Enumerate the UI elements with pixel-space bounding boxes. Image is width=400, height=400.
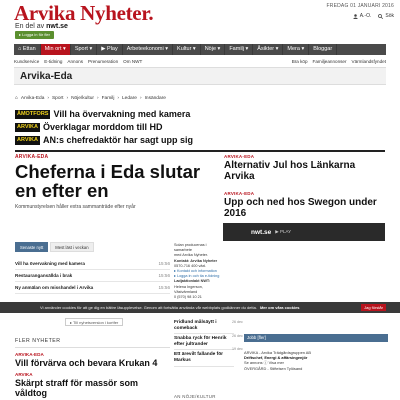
mobile-version-button[interactable]: ▸ Till nyhetsversion i kortfer	[65, 318, 123, 326]
ticker-item[interactable]	[15, 121, 193, 133]
breadcrumb-item[interactable]: Insändare	[144, 96, 166, 101]
article-kicker: ARVIKA-EDA	[15, 154, 49, 160]
list-item[interactable]: Vill ha övervakning med kamera 15:56	[15, 258, 170, 270]
play-icon: ▶	[101, 46, 106, 52]
side-article[interactable]	[224, 154, 386, 182]
news-ticker	[15, 108, 193, 147]
cookie-banner	[0, 302, 400, 313]
contact-link[interactable]: ▸ Kontakt och information	[174, 269, 217, 274]
article-kicker: ARVIKA-EDA	[224, 191, 255, 196]
article-headline[interactable]: Skärpt straff för massör som våldtog	[15, 378, 139, 398]
cookie-text: Vi använder cookies för att ge dig en bättre läsupplevelse. Genom att fortsätta använda vår webbplats godkänner du detta.	[40, 305, 257, 310]
section-divider	[15, 150, 385, 152]
nwt-play-banner[interactable]	[223, 223, 385, 241]
section-title: Arvika-Eda	[20, 71, 73, 82]
job-title[interactable]: Driftschef, Energi & affärsingenjör	[244, 355, 308, 361]
list-item[interactable]: Snabba ryck för Henrik efter jultrander	[174, 334, 234, 350]
ticker-text: Vill ha övervakning med kamera	[53, 109, 191, 119]
jobs-header[interactable]: Jobb [fler]	[244, 334, 388, 342]
nav-item-mera[interactable]: Mera ▾	[283, 44, 309, 55]
play-label: ▶ PLAY	[275, 229, 292, 234]
subnav-item-prenumeration[interactable]: Prenumeration	[88, 59, 119, 64]
user-menu[interactable]: A.-O.	[353, 13, 372, 19]
noje-kultur-title: AN NÖJE/KULTUR	[174, 394, 216, 399]
login-button[interactable]: ▸ Logga in för fler	[15, 31, 54, 39]
nav-item-asikter[interactable]: Åsikter ▾	[253, 44, 283, 55]
cookie-accept-button[interactable]: Jag förstår	[361, 304, 386, 311]
nav-item-sport[interactable]: Sport ▾	[71, 44, 97, 55]
ticker-text: AN:s chefredaktör har sagt upp sig	[43, 135, 194, 145]
home-icon: ⌂	[18, 46, 22, 52]
login-etidning-link[interactable]: ▸ Logga in och tia e-tidning	[174, 274, 220, 279]
list-item[interactable]: Ny anmälan om misshandel i Arvika 15:56	[15, 282, 170, 294]
article-headline[interactable]: Cheferna i Eda slutar en efter en	[15, 161, 201, 201]
article-headline[interactable]: Alternativ Jul hos Länkarna Arvika	[224, 160, 356, 182]
nav-item-familj[interactable]: Familj ▾	[225, 44, 253, 55]
section-header	[14, 67, 386, 85]
logo-subtitle: En del av nwt.se	[15, 23, 68, 30]
more-news-title: FLER NYHETER	[15, 338, 170, 348]
ticker-tag: ÅMOTFORS	[17, 110, 49, 117]
nav-item-kultur[interactable]: Kultur ▾	[173, 44, 201, 55]
news-list	[15, 258, 170, 294]
article-lead: Kommunstyrelsen håller extra sammanträde efter nyår	[15, 204, 136, 210]
ticker-text: Överklagar morddom till HD	[43, 122, 163, 132]
header-tools	[353, 13, 394, 19]
contact-info: Solan producenas i samarbete med Arvika Nyheter. Kontakt: Arvika Nyheter 0570-716 400 växl. ▸ Kontakt och information ▸ Logga in och tia e-tidning Ladjaktionlakt NWT: Helena Ingerson, Västvärmland 0 (570) 98 10 21	[174, 243, 222, 300]
article-headline[interactable]: Upp och ned hos Swegon under 2016	[224, 197, 377, 219]
job-links[interactable]: Se annons ⓘ Visa mer	[244, 360, 284, 366]
more-news	[15, 338, 170, 398]
breadcrumb-item[interactable]: Familj	[101, 96, 115, 101]
list-item[interactable]: Restaurangansällda i brak 15:56	[15, 270, 170, 282]
breadcrumb-item[interactable]: Ledare	[122, 96, 137, 101]
sport-list	[174, 318, 234, 367]
list-item[interactable]: Fridlund målsäytt i comeback	[174, 318, 234, 334]
subnav-item-e-tidning[interactable]: E-tidning	[44, 59, 63, 64]
nav-item-ettan[interactable]: ⌂ Ettan	[14, 44, 41, 55]
main-nav	[14, 44, 386, 55]
site-header	[0, 0, 400, 43]
ticker-item[interactable]	[15, 134, 193, 146]
subnav-item-varmlandsfyndet[interactable]: Värmlandsfyndet	[351, 59, 386, 64]
breadcrumb-item[interactable]: Nöje/kultur	[71, 96, 94, 101]
nav-item-play[interactable]: ▶ Play	[97, 44, 122, 55]
subnav-item-familjeannonser[interactable]: Familjeannonser	[312, 59, 347, 64]
side-articles	[224, 154, 386, 228]
list-item[interactable]: Ett ärevilt fallande för Markus	[174, 350, 234, 366]
subnav-item-annons[interactable]: Annons	[67, 59, 84, 64]
breadcrumb-item[interactable]: Sport	[51, 96, 64, 101]
subnav-item-bra-kop[interactable]: Bra köp	[291, 59, 308, 64]
sub-nav	[14, 57, 386, 66]
user-icon	[353, 14, 358, 19]
article-headline[interactable]: Vill förvärva och bevara Krukan 4	[15, 358, 158, 368]
subnav-right	[292, 59, 386, 64]
article-kicker: ARVIKA-EDA	[224, 154, 255, 159]
article-kicker: ARVIKA	[15, 372, 33, 377]
home-icon: ⌂	[15, 96, 18, 101]
breadcrumb-item[interactable]: Arvika-Eda	[20, 96, 45, 101]
search-button[interactable]: Sök	[378, 13, 394, 19]
news-tabs	[15, 242, 165, 252]
nwt-logo: nwt.se	[251, 228, 272, 236]
site-logo[interactable]: Arvika Nyheter.	[14, 1, 154, 25]
nav-item-arbeteekonomi[interactable]: Arbeteekonomi ▾	[123, 44, 173, 55]
tab-mest-last[interactable]: Mest läst i veckan	[50, 242, 93, 252]
header-date: FREDAG 01 JANUARI 2016	[326, 3, 394, 9]
tab-senaste-nytt[interactable]: Senaste nytt	[15, 242, 48, 252]
search-icon	[378, 14, 383, 19]
cookie-more-link[interactable]: Mer om våra cookies	[259, 305, 300, 310]
nav-item-min-ort[interactable]: Min ort ▾	[41, 44, 71, 55]
side-article[interactable]	[224, 191, 386, 219]
subnav-item-om-nwt[interactable]: Om NWT	[123, 59, 143, 64]
main-article[interactable]	[15, 154, 213, 210]
jobs-listing: ARVIKA - Arvika Trädgårdsgruppen AB Driftschef, Energi & affärsingenjör Se annons ⓘ Visa mer ÖVERGÅRD - Stiftelsen Tylösand	[244, 350, 388, 371]
article-kicker: ARVIKA-EDA	[15, 352, 44, 357]
subnav-item-kundservice[interactable]: Kundservice	[14, 59, 40, 64]
breadcrumb: ⌂ Arvika-Eda › Sport › Nöje/kultur › Familj › Ledare › Insändare	[15, 96, 166, 101]
nav-item-noje[interactable]: Nöje ▾	[201, 44, 226, 55]
ticker-item[interactable]	[15, 108, 193, 120]
sport-list-dates: 26 dec 26 dec 19 dec	[232, 320, 243, 351]
ticker-tag: ARVIKA	[17, 123, 38, 130]
nav-item-bloggar[interactable]: Bloggar	[309, 44, 337, 55]
ticker-tag: ARVIKA	[17, 136, 38, 143]
